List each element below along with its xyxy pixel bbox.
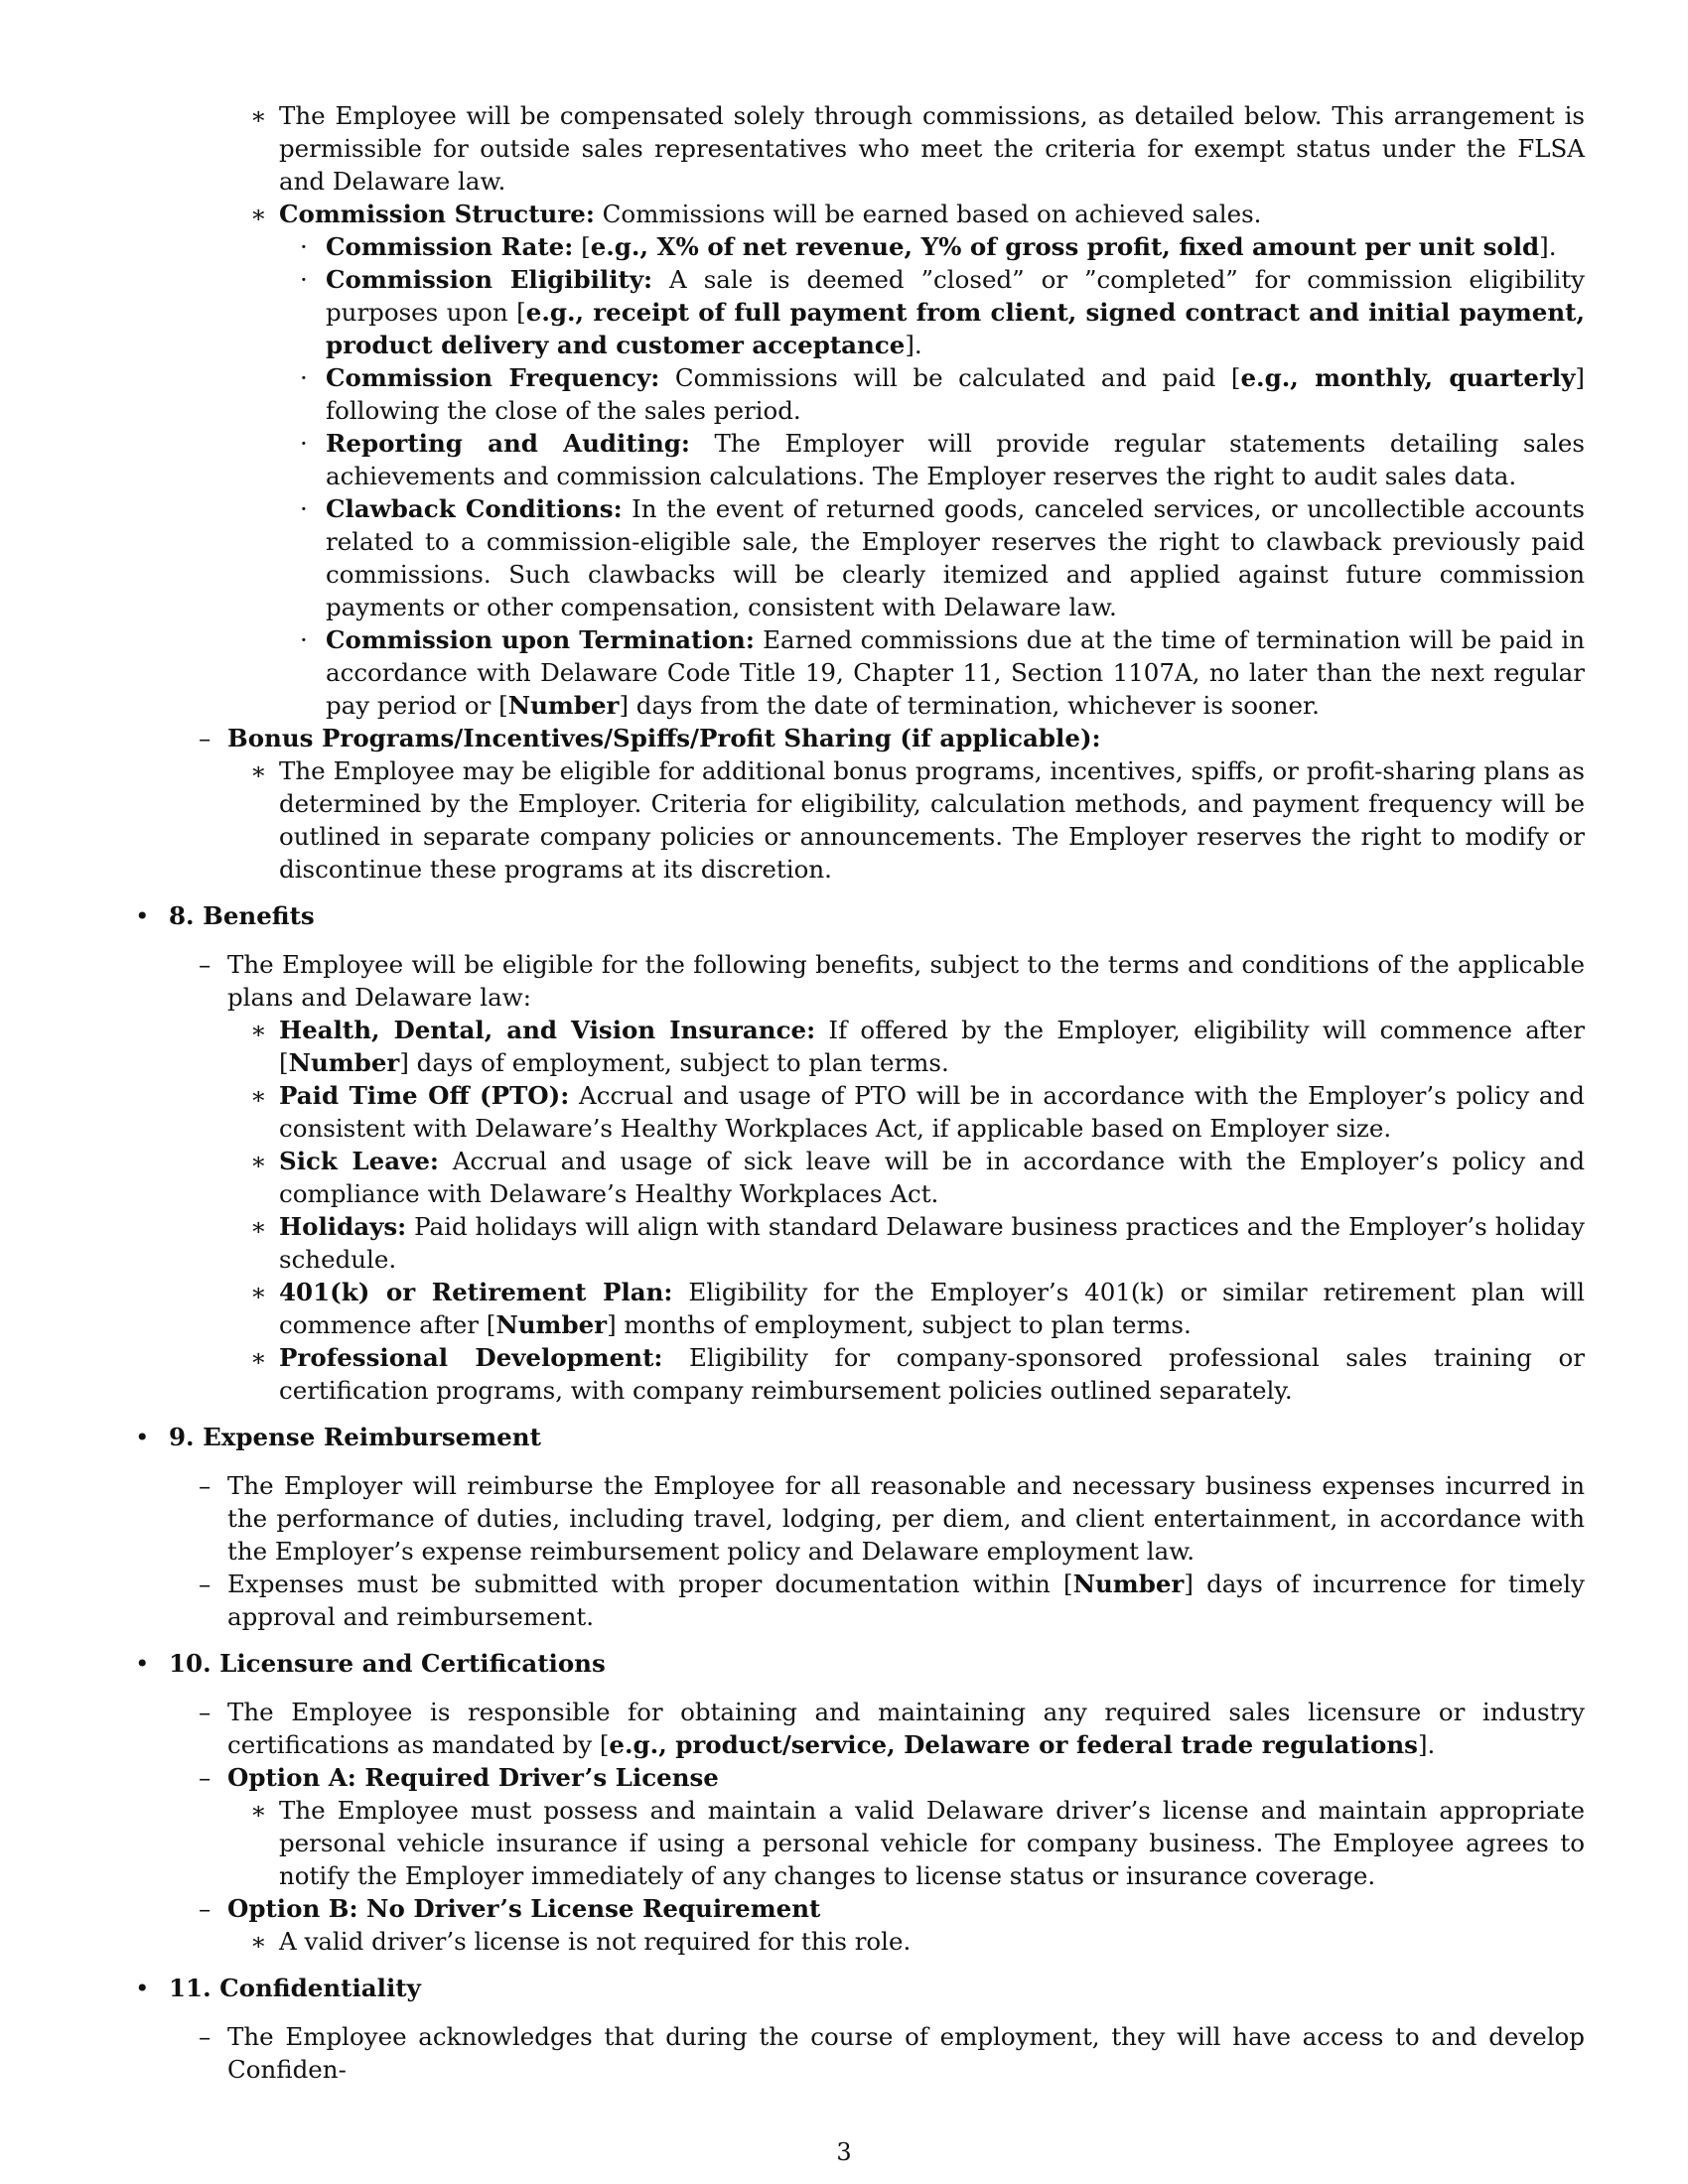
item-label: Professional Development: (279, 1343, 663, 1372)
list-item (135, 1276, 1585, 1341)
option-b-label: Option B: No Driver’s License Requirement (227, 1894, 821, 1923)
item-text: The Employer will provide regular statements detailing sales achievements and commission calculations. The Employer reserves the right to audit sales data. (326, 429, 1585, 490)
retirement-plan (279, 1276, 1585, 1341)
bullet-marker: • (135, 901, 150, 930)
section-heading-benefits (135, 899, 1585, 932)
item-emphasis: e.g., monthly, quarterly (1240, 363, 1576, 392)
commission-rate (326, 230, 1585, 263)
list-item (135, 1210, 1585, 1276)
paid-time-off (279, 1079, 1585, 1145)
list-item (135, 1145, 1585, 1210)
item-label: Clawback Conditions: (326, 494, 623, 523)
item-text-end: ]. (1417, 1730, 1436, 1759)
item-text: If offered by the Employer, eligibility will commence after [ (279, 1016, 1585, 1077)
bullet-marker: • (135, 1423, 150, 1451)
item-text-end: ]. (905, 331, 922, 359)
bullet-marker: • (135, 1649, 150, 1678)
list-item (135, 1794, 1585, 1892)
item-label: Commission Eligibility: (326, 265, 653, 294)
item-text: [ (573, 232, 591, 261)
item-emphasis: Number (495, 1310, 608, 1339)
asterisk-marker: ∗ (250, 1081, 267, 1110)
item-text: In the event of returned goods, canceled services, or uncollectible accounts related to a commission-eligible sale, the Employer reserves the right to clawback previously paid commissions. Such clawbacks will be clearly itemized and applied against future commission payments or other compensation, consistent with Delaware law. (326, 494, 1585, 621)
list-item (135, 2020, 1585, 2086)
professional-development (279, 1341, 1585, 1407)
compensation-text: The Employee will be compensated solely through commissions, as detailed below. This arrangement is permissible for outside sales representatives who meet the criteria for exempt status under the FLSA and Delaware law. (279, 101, 1585, 196)
list-item (135, 1568, 1585, 1633)
sick-leave (279, 1145, 1585, 1210)
dash-marker: – (199, 950, 211, 979)
item-text: Commissions will be calculated and paid [ (659, 363, 1241, 392)
commission-upon-termination (326, 623, 1585, 722)
item-text-end: ] days from the date of termination, whichever is sooner. (619, 691, 1320, 720)
dash-marker: – (199, 1698, 211, 1726)
dash-marker: – (199, 1763, 211, 1792)
bullet-marker: • (135, 1974, 150, 2002)
dash-marker: – (199, 1570, 211, 1598)
dash-marker: – (199, 724, 211, 752)
list-item (135, 99, 1585, 198)
section-title: 9. Expense Reimbursement (169, 1423, 541, 1451)
confidentiality-text: The Employee acknowledges that during the course of employment, they will have access to and develop Confiden- (227, 2022, 1585, 2084)
asterisk-marker: ∗ (250, 1927, 267, 1956)
asterisk-marker: ∗ (250, 101, 267, 130)
item-label: Commission Structure: (279, 200, 595, 228)
commission-structure (279, 198, 1585, 230)
dot-marker: · (300, 429, 308, 458)
item-emphasis: Number (1072, 1570, 1185, 1598)
commission-eligibility (326, 263, 1585, 361)
section-title: 10. Licensure and Certifications (169, 1649, 606, 1678)
option-a-text: The Employee must possess and maintain a valid Delaware driver’s license and maintain appropriate personal vehicle insurance if using a personal vehicle for company business. The Employee agrees to notify the Employer immediately of any changes to license status or insurance coverage. (279, 1796, 1585, 1890)
licensure-intro (227, 1696, 1585, 1761)
item-text-end: ]. (1539, 232, 1557, 261)
list-item (135, 1469, 1585, 1568)
item-emphasis: Number (288, 1048, 400, 1077)
item-label: Holidays: (279, 1212, 407, 1241)
item-label: Commission upon Termination: (326, 625, 755, 654)
list-item (135, 1341, 1585, 1407)
clawback-conditions (326, 492, 1585, 623)
asterisk-marker: ∗ (250, 200, 267, 228)
item-text-end: ] days of employment, subject to plan terms. (399, 1048, 949, 1077)
item-text: Earned commissions due at the time of termination will be paid in accordance with Delaware Code Title 19, Chapter 11, Section 1107A, no later than the next regular pay period or [ (326, 625, 1586, 720)
list-item (135, 722, 1585, 754)
item-label: Health, Dental, and Vision Insurance: (279, 1016, 816, 1044)
list-item (135, 361, 1585, 427)
dot-marker: · (300, 232, 308, 261)
list-item (135, 948, 1585, 1014)
list-item (135, 623, 1585, 722)
list-item (135, 1014, 1585, 1079)
item-emphasis: e.g., product/service, Delaware or federal trade regulations (609, 1730, 1418, 1759)
item-text: A sale is deemed ”closed” or ”completed” for commission eligibility purposes upon [ (326, 265, 1586, 327)
item-emphasis: e.g., X% of net revenue, Y% of gross profit, fixed amount per unit sold (590, 232, 1540, 261)
list-item (135, 230, 1585, 263)
item-label: Paid Time Off (PTO): (279, 1081, 570, 1110)
dash-marker: – (199, 2022, 211, 2051)
asterisk-marker: ∗ (250, 756, 267, 785)
asterisk-marker: ∗ (250, 1016, 267, 1044)
list-item (135, 427, 1585, 492)
item-text: Paid holidays will align with standard Delaware business practices and the Employer’s holiday schedule. (279, 1212, 1585, 1274)
item-text: The Employee is responsible for obtaining and maintaining any required sales licensure or industry certifications as mandated by [ (227, 1698, 1585, 1759)
expense-policy: The Employer will reimburse the Employee for all reasonable and necessary business expenses incurred in the performance of duties, including travel, lodging, per diem, and client entertainment, in accordance with the Employer’s expense reimbursement policy and Delaware employment law. (227, 1471, 1585, 1566)
asterisk-marker: ∗ (250, 1212, 267, 1241)
section-heading-licensure (135, 1647, 1585, 1680)
item-text: Accrual and usage of PTO will be in accordance with the Employer’s policy and consistent with Delaware’s Healthy Workplaces Act, if applicable based on Employer size. (279, 1081, 1585, 1143)
item-text-end: ] days of incurrence for timely approval and reimbursement. (227, 1570, 1585, 1631)
list-item (135, 1696, 1585, 1761)
list-item (135, 754, 1585, 886)
item-emphasis: Number (507, 691, 620, 720)
dash-marker: – (199, 1894, 211, 1923)
holidays (279, 1210, 1585, 1276)
section-title: 11. Confidentiality (169, 1974, 421, 2002)
asterisk-marker: ∗ (250, 1343, 267, 1372)
page-number: 3 (836, 2138, 852, 2166)
dot-marker: · (300, 265, 308, 294)
dot-marker: · (300, 494, 308, 523)
section-title: 8. Benefits (169, 901, 315, 930)
item-text-end: ] following the close of the sales period. (326, 363, 1585, 425)
item-emphasis: e.g., receipt of full payment from client, signed contract and initial payment, product delivery and customer acceptance (326, 298, 1585, 359)
dot-marker: · (300, 363, 308, 392)
list-item (135, 1925, 1585, 1958)
option-b-text: A valid driver’s license is not required for this role. (279, 1927, 912, 1956)
list-item (135, 492, 1585, 623)
benefits-intro: The Employee will be eligible for the following benefits, subject to the terms and conditions of the applicable plans and Delaware law: (227, 950, 1585, 1012)
list-item (135, 1079, 1585, 1145)
option-a-label: Option A: Required Driver’s License (227, 1763, 719, 1792)
item-text: Expenses must be submitted with proper documentation within [ (227, 1570, 1073, 1598)
item-text-end: ] months of employment, subject to plan terms. (607, 1310, 1192, 1339)
list-item (135, 263, 1585, 361)
asterisk-marker: ∗ (250, 1278, 267, 1306)
list-item (135, 198, 1585, 230)
asterisk-marker: ∗ (250, 1147, 267, 1175)
asterisk-marker: ∗ (250, 1796, 267, 1825)
bonus-programs-label: Bonus Programs/Incentives/Spiffs/Profit Sharing (if applicable): (227, 724, 1101, 752)
item-label: 401(k) or Retirement Plan: (279, 1278, 673, 1306)
expense-submission (227, 1568, 1585, 1633)
item-text: Eligibility for the Employer’s 401(k) or similar retirement plan will commence after [ (279, 1278, 1585, 1339)
reporting-auditing (326, 427, 1585, 492)
item-text: Eligibility for company-sponsored professional sales training or certification programs, with company reimbursement policies outlined separately. (279, 1343, 1585, 1405)
commission-frequency (326, 361, 1585, 427)
item-text: Commissions will be earned based on achieved sales. (594, 200, 1262, 228)
dot-marker: · (300, 625, 308, 654)
item-label: Commission Frequency: (326, 363, 660, 392)
bonus-programs-text: The Employee may be eligible for additional bonus programs, incentives, spiffs, or profit-sharing plans as determined by the Employer. Criteria for eligibility, calculation methods, and payment frequency will be outlined in separate company policies or announcements. The Employer reserves the right to modify or discontinue these programs at its discretion. (279, 756, 1585, 884)
health-insurance (279, 1014, 1585, 1079)
dash-marker: – (199, 1471, 211, 1500)
section-heading-expense (135, 1421, 1585, 1453)
item-label: Commission Rate: (326, 232, 574, 261)
item-text: Accrual and usage of sick leave will be in accordance with the Employer’s policy and compliance with Delaware’s Healthy Workplaces Act. (279, 1147, 1585, 1208)
list-item (135, 1761, 1585, 1794)
item-label: Sick Leave: (279, 1147, 439, 1175)
item-label: Reporting and Auditing: (326, 429, 690, 458)
page-content (135, 99, 1585, 2086)
list-item (135, 1892, 1585, 1925)
section-heading-confidentiality (135, 1972, 1585, 2004)
